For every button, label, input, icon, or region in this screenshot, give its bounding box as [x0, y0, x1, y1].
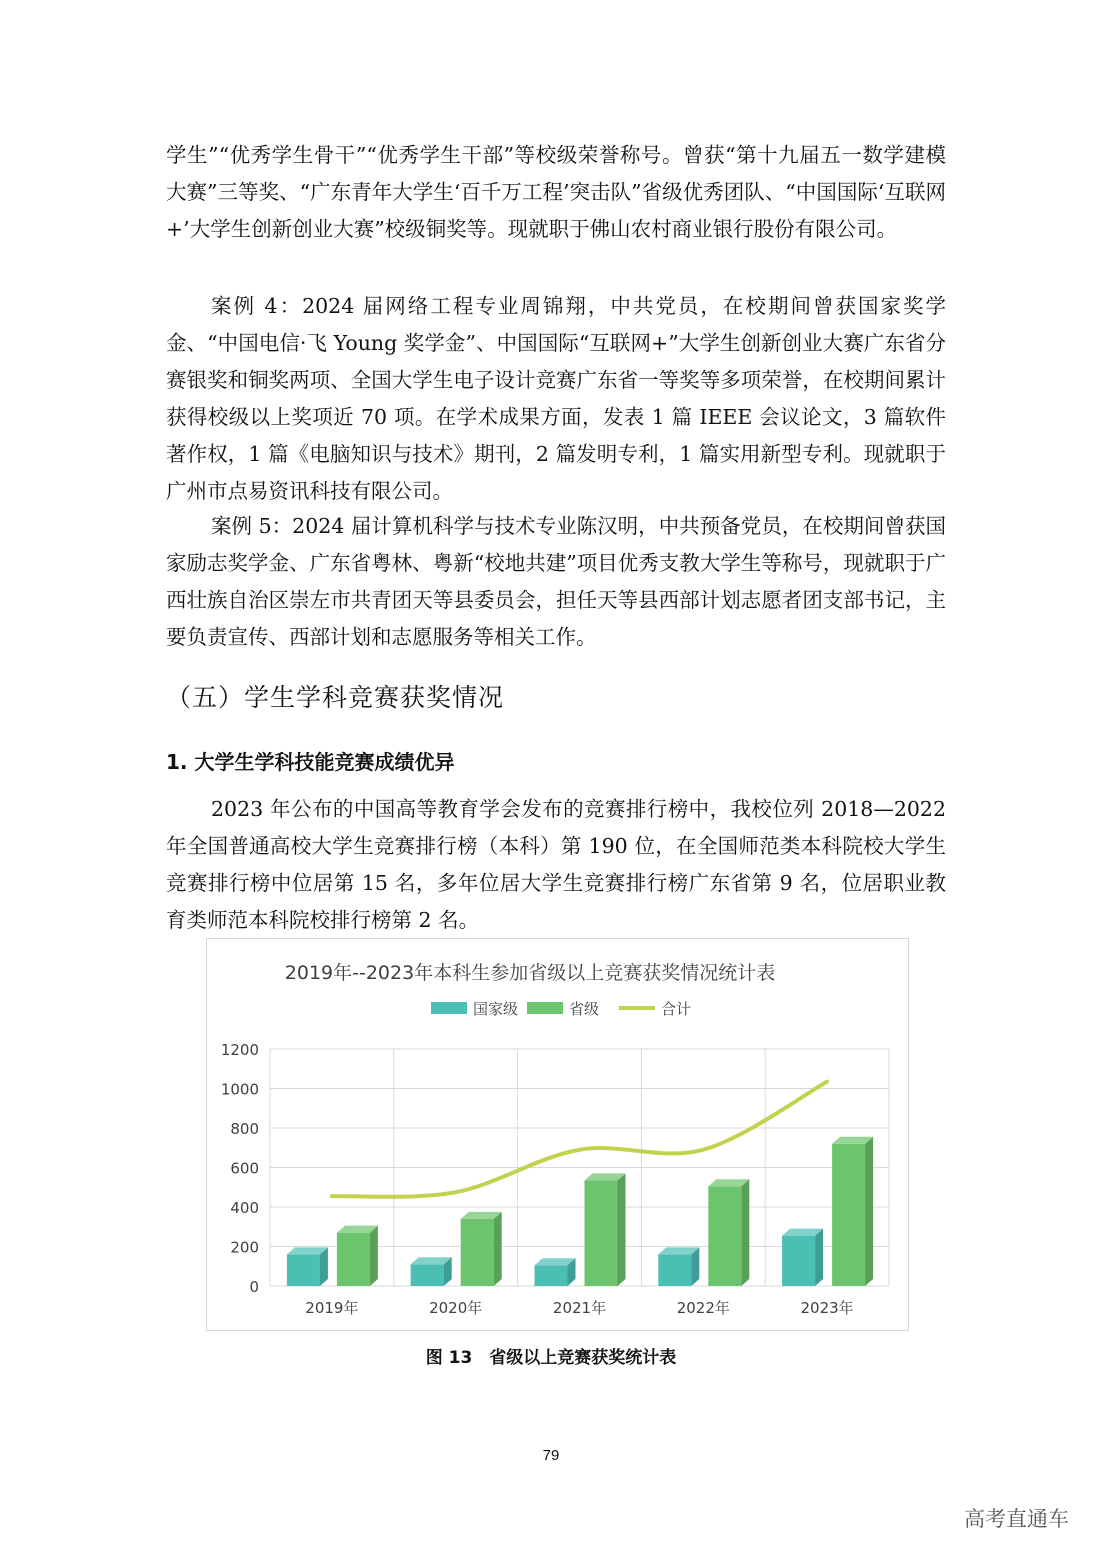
bar-1-2 [585, 1180, 618, 1286]
bar-0-2 [535, 1265, 568, 1286]
x-tick-label-1: 2020年 [429, 1299, 483, 1317]
bar-1-4 [832, 1144, 865, 1286]
subsection-heading: 1. 大学生学科技能竞赛成绩优异 [166, 750, 455, 774]
bar-0-1 [411, 1264, 444, 1286]
y-tick-label-4: 800 [230, 1120, 259, 1138]
bar-0-4 [782, 1236, 815, 1286]
bar-0-3 [658, 1254, 691, 1286]
paragraph-competition-ranking: 2023 年公布的中国高等教育学会发布的竞赛排行榜中，我校位列 2018—2022 年全国普通高校大学生竞赛排行榜（本科）第 190 位，在全国师范类本科院校大学生竞赛排行榜中位居第 15 名，多年位居大学生竞赛排行榜广东省第 9 名，位居职业教育类师范本科院校排行榜第 2 名。 [166, 797, 946, 932]
bar-1-1 [461, 1219, 494, 1286]
watermark: 高考直通车 [964, 1507, 1069, 1531]
figure-caption: 图 13 省级以上竞赛获奖统计表 [425, 1348, 677, 1368]
y-tick-label-3: 600 [230, 1159, 259, 1178]
paragraph-case-4: 案例 4：2024 届网络工程专业周锦翔，中共党员，在校期间曾获国家奖学金、“中国电信·飞 Young 奖学金”、中国国际“互联网+”大学生创新创业大赛广东省分赛银奖和铜奖两项、全国大学生电子设计竞赛广东省一等奖等多项荣誉，在校期间累计获得校级以上奖项近 70 项。在学术成果方面，发表 1 篇 IEEE 会议论文，3 篇软件著作权，1 篇《电脑知识与技术》期刊，2 篇发明专利，1 篇实用新型专利。现就职于广州市点易资讯科技有限公司。 [166, 294, 946, 503]
paragraph-case-3-continued: 学生”“优秀学生骨干”“优秀学生干部”等校级荣誉称号。曾获“第十九届五一数学建模大赛”三等奖、“广东青年大学生‘百千万工程’突击队”省级优秀团队、“中国国际‘互联网+’大学生创新创业大赛”校级铜奖等。现就职于佛山农村商业银行股份有限公司。 [166, 143, 946, 241]
bar-1-0 [337, 1233, 370, 1286]
bar-side-1-3 [741, 1179, 749, 1286]
chart-title: 2019年--2023年本科生参加省级以上竞赛获奖情况统计表 [284, 962, 776, 984]
bar-1-3 [708, 1186, 741, 1286]
awards-chart-svg [207, 939, 910, 1332]
bar-0-0 [287, 1254, 320, 1286]
x-tick-label-0: 2019年 [305, 1299, 359, 1317]
legend-label-1: 省级 [569, 1000, 600, 1018]
awards-chart [206, 938, 909, 1331]
bar-side-1-1 [494, 1212, 502, 1286]
legend-swatch-0 [431, 1002, 467, 1014]
section-heading: （五）学生学科竞赛获奖情况 [166, 683, 505, 712]
paragraph-case-5: 案例 5：2024 届计算机科学与技术专业陈汉明，中共预备党员，在校期间曾获国家励志奖学金、广东省粤林、粤新“校地共建”项目优秀支教大学生等称号，现就职于广西壮族自治区崇左市共青团天等县委员会，担任天等县西部计划志愿者团支部书记，主要负责宣传、西部计划和志愿服务等相关工作。 [166, 514, 946, 649]
bar-side-1-0 [370, 1226, 378, 1286]
x-tick-label-2: 2021年 [552, 1299, 607, 1317]
bar-side-0-4 [815, 1229, 823, 1286]
page-number: 79 [542, 1447, 560, 1464]
legend-label-0: 国家级 [473, 1000, 519, 1018]
y-tick-label-6: 1200 [220, 1041, 259, 1059]
y-tick-label-5: 1000 [220, 1080, 259, 1099]
bar-side-1-4 [865, 1137, 873, 1286]
bar-side-1-2 [618, 1173, 626, 1286]
x-tick-label-3: 2022年 [676, 1299, 730, 1317]
y-tick-label-0: 0 [249, 1278, 259, 1296]
x-tick-label-4: 2023年 [800, 1299, 854, 1317]
series-line-total [332, 1082, 827, 1197]
y-tick-label-1: 200 [230, 1238, 259, 1257]
legend-label-2: 合计 [661, 1000, 692, 1018]
legend-swatch-1 [527, 1002, 563, 1014]
y-tick-label-2: 400 [230, 1199, 259, 1217]
